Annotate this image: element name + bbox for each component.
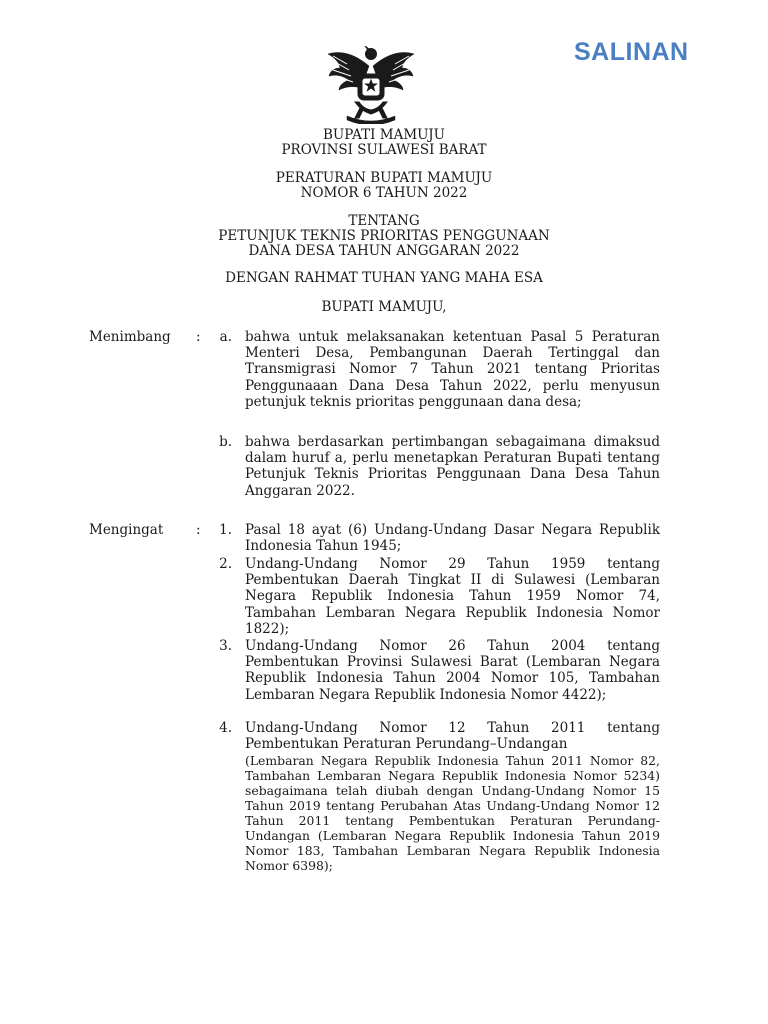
menimbang-label: Menimbang (89, 329, 171, 345)
regent-title: BUPATI MAMUJU (323, 127, 445, 143)
mengingat-item-4-continued: (Lembaran Negara Republik Indonesia Tahun 2011 Nomor 82, Tambahan Lembaran Negara Republik Indonesia Nomor 5234) sebagaimana telah diubah dengan Undang-Undang Nomor 15 Tahun 2019 tentang Perubahan Atas Undang-Undang Nomor 12 Tahun 2011 tentang Pembentukan Peraturan Perundang-Undangan (Lembaran Negara Republik Indonesia Tahun 2019 Nomor 183, Tambahan Lembaran Negara Republik Indonesia Nomor 6398); (245, 753, 660, 873)
salinan-stamp: SALINAN (574, 38, 689, 66)
subject-line-2: DANA DESA TAHUN ANGGARAN 2022 (248, 243, 520, 259)
about-heading: TENTANG (348, 213, 420, 229)
mengingat-marker-1: 1. (219, 522, 232, 538)
garuda-emblem-icon (325, 46, 417, 124)
blessing-line: DENGAN RAHMAT TUHAN YANG MAHA ESA (225, 270, 543, 286)
menimbang-item-b: bahwa berdasarkan pertimbangan sebagaimana dimaksud dalam huruf a, perlu menetapkan Peraturan Bupati tentang Petunjuk Teknis Prioritas Penggunaan Dana Desa Tahun Anggaran 2022. (245, 434, 660, 499)
mengingat-marker-2: 2. (219, 556, 232, 572)
mengingat-item-4-line-1: Undang-Undang Nomor 12 Tahun 2011 tentang Pembentukan Peraturan Perundang–Undangan (245, 720, 660, 753)
menimbang-marker-a: a. (219, 329, 232, 345)
menimbang-colon: : (196, 329, 201, 345)
subject-line-1: PETUNJUK TEKNIS PRIORITAS PENGGUNAAN (218, 228, 550, 244)
mengingat-colon: : (196, 522, 201, 538)
regulation-title: PERATURAN BUPATI MAMUJU (275, 170, 493, 186)
menimbang-marker-b: b. (219, 434, 232, 450)
mengingat-marker-3: 3. (219, 638, 232, 654)
regulation-number: NOMOR 6 TAHUN 2022 (300, 185, 468, 201)
mengingat-item-2: Undang-Undang Nomor 29 Tahun 1959 tentang Pembentukan Daerah Tingkat II di Sulawesi (Lembaran Negara Republik Indonesia Tahun 1959 Nomor 74, Tambahan Lembaran Negara Republik Indonesia Nomor 1822); (245, 556, 660, 637)
mengingat-item-3: Undang-Undang Nomor 26 Tahun 2004 tentang Pembentukan Provinsi Sulawesi Barat (Lembaran Negara Republik Indonesia Tahun 2004 Nomor 105, Tambahan Lembaran Negara Republik Indonesia Nomor 4422); (245, 638, 660, 703)
menimbang-item-a: bahwa untuk melaksanakan ketentuan Pasal 5 Peraturan Menteri Desa, Pembangunan Daerah Tertinggal dan Transmigrasi Nomor 7 Tahun 2021 tentang Prioritas Penggunaaan Dana Desa Tahun 2022, perlu menyusun petunjuk teknis prioritas penggunaan dana desa; (245, 329, 660, 410)
mengingat-label: Mengingat (89, 522, 164, 538)
mengingat-marker-4: 4. (219, 720, 232, 736)
province-title: PROVINSI SULAWESI BARAT (281, 142, 487, 158)
mengingat-item-1: Pasal 18 ayat (6) Undang-Undang Dasar Negara Republik Indonesia Tahun 1945; (245, 522, 660, 555)
authority-line: BUPATI MAMUJU, (321, 299, 447, 315)
